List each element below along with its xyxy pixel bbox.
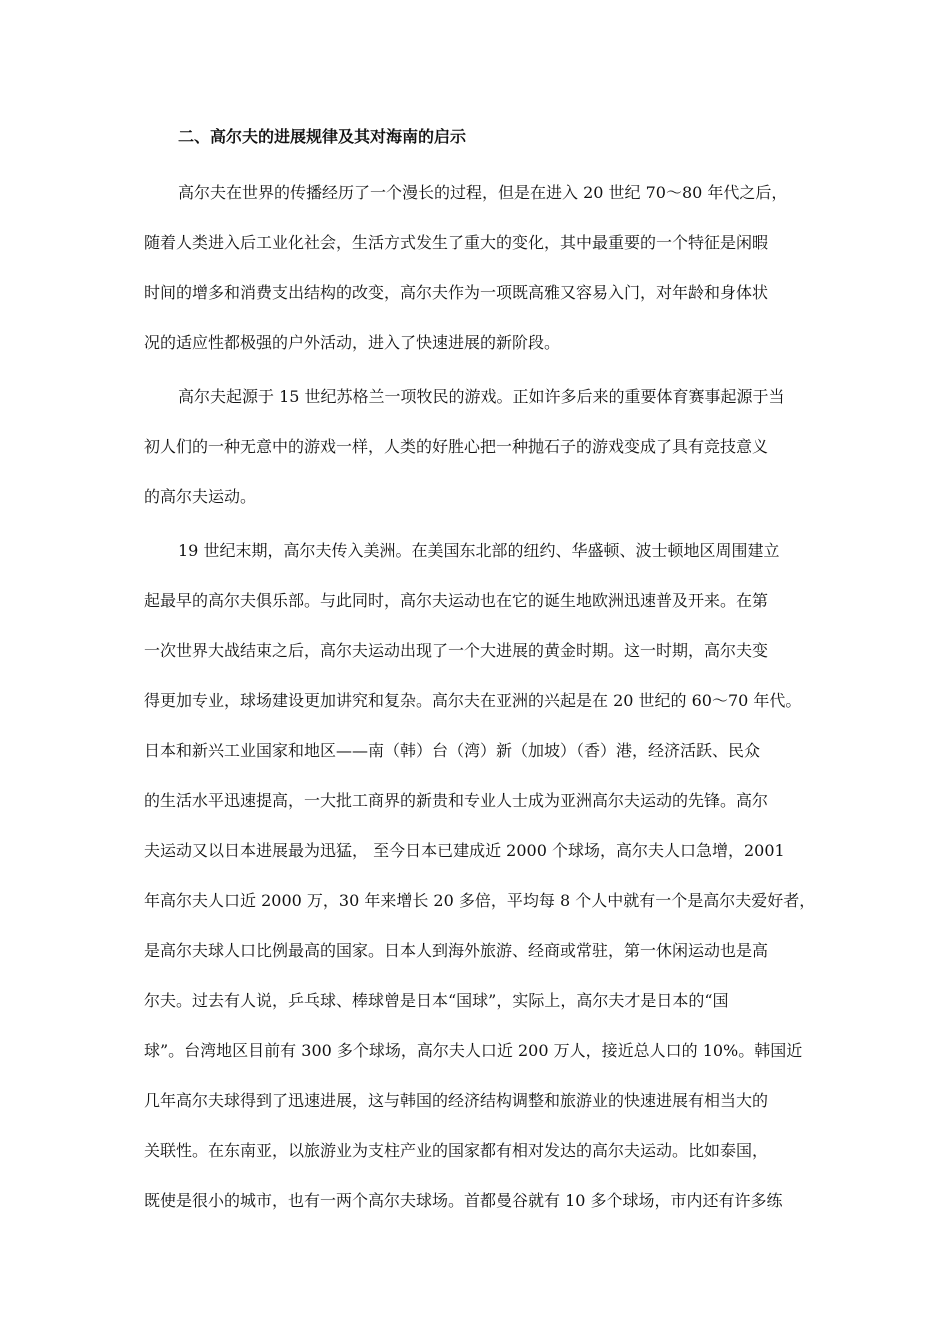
paragraph-3-line-4: 得更加专业，球场建设更加讲究和复杂。高尔夫在亚洲的兴起是在 20 世纪的 60～70 年代。 <box>144 691 802 710</box>
paragraph-3-line-8: 年高尔夫人口近 2000 万，30 年来增长 20 多倍，平均每 8 个人中就有一个是高尔夫爱好者， <box>144 891 816 910</box>
paragraph-1-line-2: 随着人类进入后工业化社会，生活方式发生了重大的变化，其中最重要的一个特征是闲暇 <box>144 233 769 252</box>
paragraph-3-line-13: 关联性。在东南亚，以旅游业为支柱产业的国家都有相对发达的高尔夫运动。比如泰国， <box>144 1141 769 1160</box>
paragraph-3-line-10: 尔夫。过去有人说，乒乓球、棒球曾是日本“国球”，实际上，高尔夫才是日本的“国 <box>144 991 729 1010</box>
paragraph-3-line-1: 19 世纪末期，高尔夫传入美洲。在美国东北部的纽约、华盛顿、波士顿地区周围建立 <box>178 541 780 560</box>
paragraph-1-line-4: 况的适应性都极强的户外活动，进入了快速进展的新阶段。 <box>144 333 561 352</box>
paragraph-3-line-3: 一次世界大战结束之后，高尔夫运动出现了一个大进展的黄金时期。这一时期，高尔夫变 <box>144 641 769 660</box>
paragraph-3-line-14: 既使是很小的城市，也有一两个高尔夫球场。首都曼谷就有 10 多个球场，市内还有许多练 <box>144 1191 783 1210</box>
paragraph-3-line-7: 夫运动又以日本进展最为迅猛， 至今日本已建成近 2000 个球场，高尔夫人口急增，2001 <box>144 841 785 860</box>
paragraph-3-line-6: 的生活水平迅速提高，一大批工商界的新贵和专业人士成为亚洲高尔夫运动的先锋。高尔 <box>144 791 769 810</box>
paragraph-3-line-11: 球”。台湾地区目前有 300 多个球场，高尔夫人口近 200 万人，接近总人口的 10%。韩国近 <box>144 1041 803 1060</box>
paragraph-2-line-1: 高尔夫起源于 15 世纪苏格兰一项牧民的游戏。正如许多后来的重要体育赛事起源于当 <box>178 387 785 406</box>
paragraph-3-line-12: 几年高尔夫球得到了迅速进展，这与韩国的经济结构调整和旅游业的快速进展有相当大的 <box>144 1091 769 1110</box>
paragraph-3-line-9: 是高尔夫球人口比例最高的国家。日本人到海外旅游、经商或常驻，第一休闲运动也是高 <box>144 941 769 960</box>
paragraph-2-line-3: 的高尔夫运动。 <box>144 487 257 506</box>
section-heading: 二、高尔夫的进展规律及其对海南的启示 <box>178 127 467 146</box>
paragraph-1-line-1: 高尔夫在世界的传播经历了一个漫长的过程，但是在进入 20 世纪 70～80 年代之后， <box>178 183 788 202</box>
paragraph-3-line-2: 起最早的高尔夫俱乐部。与此同时，高尔夫运动也在它的诞生地欧洲迅速普及开来。在第 <box>144 591 769 610</box>
paragraph-1-line-3: 时间的增多和消费支出结构的改变，高尔夫作为一项既高雅又容易入门，对年龄和身体状 <box>144 283 769 302</box>
paragraph-3-line-5: 日本和新兴工业国家和地区——南（韩）台（湾）新（加坡）（香）港，经济活跃、民众 <box>144 741 761 760</box>
paragraph-2-line-2: 初人们的一种无意中的游戏一样，人类的好胜心把一种抛石子的游戏变成了具有竞技意义 <box>144 437 769 456</box>
